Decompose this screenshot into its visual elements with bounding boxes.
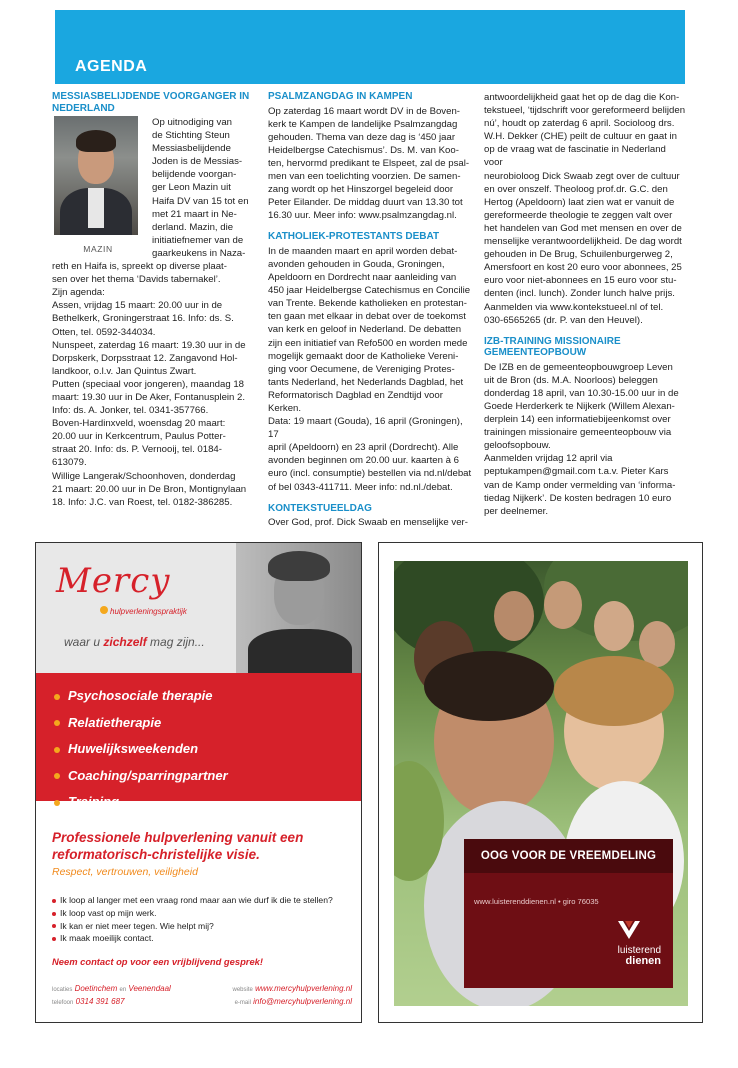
mazin-portrait-photo [54,116,138,235]
article-heading-mazin: MESSIASBELIJDENDE VOORGANGER IN NEDERLAND [52,91,250,114]
column-3 [484,91,686,518]
mazin-line: Putten (speciaal voor jongeren), maandag 18 [52,378,244,390]
kontekstueeldag-line: en over onszelf. Theoloog prof.dr. G.C. den [484,183,668,195]
article-body-kontekstueeldag-cont [484,91,686,327]
mazin-line: Info: ds. A. Jonker, tel. 0341-357766. [52,405,209,417]
psalmzangdag-line: Peter Eilander. De middag duurt van 13.30 tot [268,197,463,209]
mercy-service-item: Coaching/sparringpartner [54,763,228,790]
debat-line: ten gaan met elkaar in debat over de toekomst [268,311,466,323]
debat-line: of bel 0343-411711. Meer info: nd.nl./debat. [268,481,453,493]
mercy-website-link[interactable]: www.mercyhulpverlening.nl [255,984,352,993]
banner-title: OOG VOOR DE VREEMDELING [464,839,673,873]
mercy-subheading: Respect, vertrouwen, veiligheid [52,866,198,878]
kontekstueeldag-line: nú’, houdt op zaterdag 6 april. Socioloog drs. [484,118,675,130]
mazin-line: Messiasbelijdende [152,143,231,155]
izb-line: De IZB en de gemeenteopbouwgroep Leven [484,361,673,373]
mercy-logo-subtitle: hulpverleningspraktijk [110,607,187,616]
izb-line: trainingen missionaire gemeenteopbouw via [484,427,672,439]
article-body-debat [268,245,473,494]
bullet-icon [54,747,60,753]
mazin-photo-block [52,116,144,256]
bullet-icon [52,924,56,928]
mazin-line: Willige Langerak/Schoonhoven, donderdag [52,470,236,482]
article-body-izb [484,361,686,518]
banner-url[interactable]: www.luisterenddienen.nl • giro 76035 [474,897,599,906]
mercy-logo: Mercy [56,561,171,601]
bullet-icon [52,912,56,916]
kontekstueeldag-line: W.H. Dekker (CHE) peilt de cultuur en gaat in [484,131,678,143]
mazin-line: Otten, tel. 0592-344034. [52,326,156,338]
mazin-line: Nunspeet, zaterdag 16 maart: 19.30 uur in de [52,339,246,351]
mazin-line: reth en Haifa is, spreekt op diverse plaat- [52,261,227,273]
mazin-line: met 21 maart in Ne- [152,208,237,220]
column-2 [268,91,473,529]
kontekstueeldag-line: gehouden in De Brug, Schuilenburgerweg 2, [484,249,673,261]
bullet-icon [54,694,60,700]
mazin-line: 613079. [52,457,87,469]
mercy-question-item: Ik maak moeilijk contact. [52,932,352,945]
mercy-service-item: Training [54,789,228,816]
mazin-line: Op uitnodiging van [152,117,233,128]
kontekstueeldag-line: Hertog (Apeldoorn) laat zien wat er vanuit de [484,196,675,208]
debat-line: april (Apeldoorn) en 23 april (Dordrecht). Alle [268,442,459,454]
mercy-service-item: Psychosociale therapie [54,683,228,710]
debat-line: 450 jaar Heidelbergse Catechismus en Concilie [268,285,471,297]
izb-line: tiedag Nijkerk’. De kosten bedragen 10 euro [484,492,672,504]
debat-line: Apeldoorn en Dordrecht naar aanleiding van [268,272,457,284]
psalmzangdag-line: men van een toelichting voorzien. De samen- [268,170,461,182]
bullet-icon [54,773,60,779]
mercy-question-item: Ik kan er niet meer tegen. Wie helpt mij? [52,920,352,933]
mazin-line: de Stichting Steun [152,130,230,142]
page-title: AGENDA [75,58,148,75]
luisterend-dienen-advertisement [378,542,703,1023]
kontekstueeldag-line: antwoordelijkheid gaat het op de dag die Kon- [484,92,680,103]
article-heading-izb: IZB-TRAINING MISSIONAIRE GEMEENTEOPBOUW [484,335,621,359]
mercy-ad-header [36,543,361,673]
mazin-line: landkoor, o.l.v. Jan Quintus Zwart. [52,365,197,377]
photo-caption: MAZIN [83,244,113,254]
mercy-services-list [54,683,228,816]
mercy-contact-info: locaties Doetinchem en Veenendaal website www.mercyhulpverlening.nl telefoon 0314 391 687 e-mail info@mercyhulpverlening.nl [52,984,352,1006]
heart-icon [100,606,108,614]
mazin-line: Dorpskerk, Dorpsstraat 12. Zangavond Hol- [52,352,238,364]
kontekstueeldag-line: het handelen van God met mensen en over de [484,222,682,234]
psalmzangdag-line: 16.30 uur. Meer info: www.psalmzangdag.nl. [268,210,457,222]
mazin-line: Assen, vrijdag 15 maart: 20.00 uur in de [52,300,223,312]
kontekstueeldag-line: euro voor niet-abonnees en 15 euro voor stu- [484,275,677,287]
izb-line: derplein 14) een informatiebijeenkomst over [484,414,671,426]
debat-line: van kerk en geloof in Nederland. De debatten [268,324,462,336]
article-body-mazin [52,260,252,509]
mercy-portrait-photo [236,543,361,673]
psalmzangdag-line: ten, hervormd predikant te Elspeet, zal de psal- [268,157,470,169]
bullet-icon [52,899,56,903]
mercy-heading: Professionele hulpverlening vanuit een reformatorisch-christelijke visie. [52,830,304,862]
article-heading-kontekstueeldag: KONTEKSTUEELDAG [268,502,372,514]
article-body-psalmzangdag [268,105,473,223]
bullet-icon [54,800,60,806]
bullet-icon [52,937,56,941]
luisterend-dienen-logo-icon [616,919,642,941]
mazin-line: maart: 19.30 uur in De Aker, Fontanusplein 2. [52,391,246,403]
mazin-line: derland. Mazin, die [152,221,234,233]
mercy-questions-list [52,894,352,945]
psalmzangdag-line: zang wordt op het Hinszorgel begeleid door [268,184,454,196]
kontekstueeldag-line: menselijke verantwoordelijkheid. De dag wordt [484,236,682,248]
psalmzangdag-line: gehouden. Thema van deze dag is ‘450 jaar [268,131,456,143]
kontekstueeldag-line: tekstueel, ‘tijdschrift voor gereformeerd belijden [484,105,686,117]
mercy-advertisement [35,542,362,1023]
mercy-ad-body [52,829,352,967]
mercy-service-item: Relatietherapie [54,710,228,737]
mercy-call-to-action: Neem contact op voor een vrijblijvend gesprek! [52,956,263,968]
psalmzangdag-line: Op zaterdag 16 maart wordt DV in de Boven- [268,105,460,117]
izb-line: per deelnemer. [484,505,548,517]
debat-line: euro (incl. consumptie) bestellen via nd.nl/debat [268,468,472,480]
izb-line: van de Kamp onder vermelding van ‘informa- [484,479,676,491]
mazin-line: gaarkeukens in Naza- [152,247,246,259]
luisterend-dienen-banner [464,839,673,988]
izb-line: peptukampen@gmail.com t.a.v. Pieter Kars [484,466,669,478]
mercy-tagline: waar u zichzelf mag zijn... [64,635,205,649]
debat-line: van Trente. Bekende katholieken en protestan- [268,298,467,310]
column-1 [52,91,252,509]
kontekstueeldag-line: 030-6565265 (dr. P. van den Heuvel). [484,314,643,326]
debat-line: ging voor Oecumene, de Vereniging Protes- [268,363,455,375]
izb-line: donderdag 18 april, van 10.30-15.00 uur in de [484,387,679,399]
bullet-icon [54,720,60,726]
luisterend-dienen-logo: luisterend dienen [617,945,661,967]
izb-line: Aanmelden vrijdag 12 april via [484,453,613,465]
mazin-line: initiatiefnemer van de [152,234,244,246]
mercy-service-item: Huwelijksweekenden [54,736,228,763]
mazin-line: Haifa DV van 15 tot en [152,195,249,207]
agenda-header [55,10,685,84]
article-heading-psalmzangdag: PSALMZANGDAG IN KAMPEN [268,91,413,102]
mercy-question-item: Ik loop al langer met een vraag rond maar aan wie durf ik die te stellen? [52,894,352,907]
kontekstueeldag-line: neurobioloog Dick Swaab zegt over de cultuur [484,170,680,182]
debat-line: avonden beginnen om 20.00 uur. kaarten à 6 [268,455,459,467]
mazin-line: Bethelkerk, Groningerstraat 16. Info: ds. S. [52,313,234,325]
debat-line: mogelijk gemaakt door de Katholieke Vereni- [268,350,459,362]
mazin-line: 20.00 uur in Kerkcentrum, Paulus Potter- [52,431,226,443]
izb-line: Goede Herderkerk te Nijkerk (Willem Alexan- [484,400,675,412]
psalmzangdag-line: Heidelbergse Catechismus’. Ds. M. van Koo- [268,144,459,156]
kontekstueeldag-line: Amersfoort en kost 20 euro voor abonnees, 25 [484,262,682,274]
mazin-line: Zijn agenda: [52,287,105,299]
debat-line: avonden gehouden in Gouda, Groningen, [268,258,445,270]
kontekstueeldag-line: Over God, prof. Dick Swaab en menselijke ver- [268,517,468,529]
izb-line: geloofsopbouw. [484,440,551,452]
article-body-kontekstueeldag-start [268,516,473,529]
mazin-line: 18. Info: J.C. van Roest, tel. 0182-386285. [52,496,233,508]
mazin-line: 21 maart: 20.00 uur in De Bron, Montignylaan [52,483,247,495]
article-heading-debat: KATHOLIEK-PROTESTANTS DEBAT [268,231,440,243]
mercy-question-item: Ik loop vast op mijn werk. [52,907,352,920]
mazin-line: ger Leon Mazin uit [152,182,231,194]
kontekstueeldag-line: denten (incl. lunch). Zonder lunch halve prijs. [484,288,675,300]
debat-line: Data: 19 maart (Gouda), 16 april (Groningen), 17 [268,416,463,441]
mercy-services-panel [36,673,361,809]
izb-line: uit de Bron (ds. M.A. Noorloos) beleggen [484,374,658,386]
mazin-line: straat 20. Info: ds. P. Vernooij, tel. 0184- [52,444,222,456]
psalmzangdag-line: kerk te Kampen de landelijke Psalmzangdag [268,118,458,130]
kontekstueeldag-line: gereformeerde theologie te zeggen valt over [484,209,673,221]
debat-line: Reformatorisch Dagblad en Zendtijd voor Kerken. [268,389,443,414]
debat-line: In de maanden maart en april worden debat- [268,245,458,257]
debat-line: zijn een initiatief van Refo500 en worden mede [268,337,468,349]
mercy-email-link[interactable]: info@mercyhulpverlening.nl [253,997,352,1006]
mazin-line: Joden is de Messias- [152,156,243,168]
debat-line: tants Nederland, het Nederlands Dagblad, het [268,376,464,388]
mazin-line: sen over het thema ‘Davids tabernakel’. [52,274,221,286]
kontekstueeldag-line: Aanmelden via www.kontekstueel.nl of tel. [484,301,664,313]
mazin-line: Boven-Hardinxveld, woensdag 20 maart: [52,418,226,430]
mazin-line: belijdende voorgan- [152,169,237,181]
kontekstueeldag-line: op de vraag wat de fascinatie in Nederland voor [484,144,666,169]
